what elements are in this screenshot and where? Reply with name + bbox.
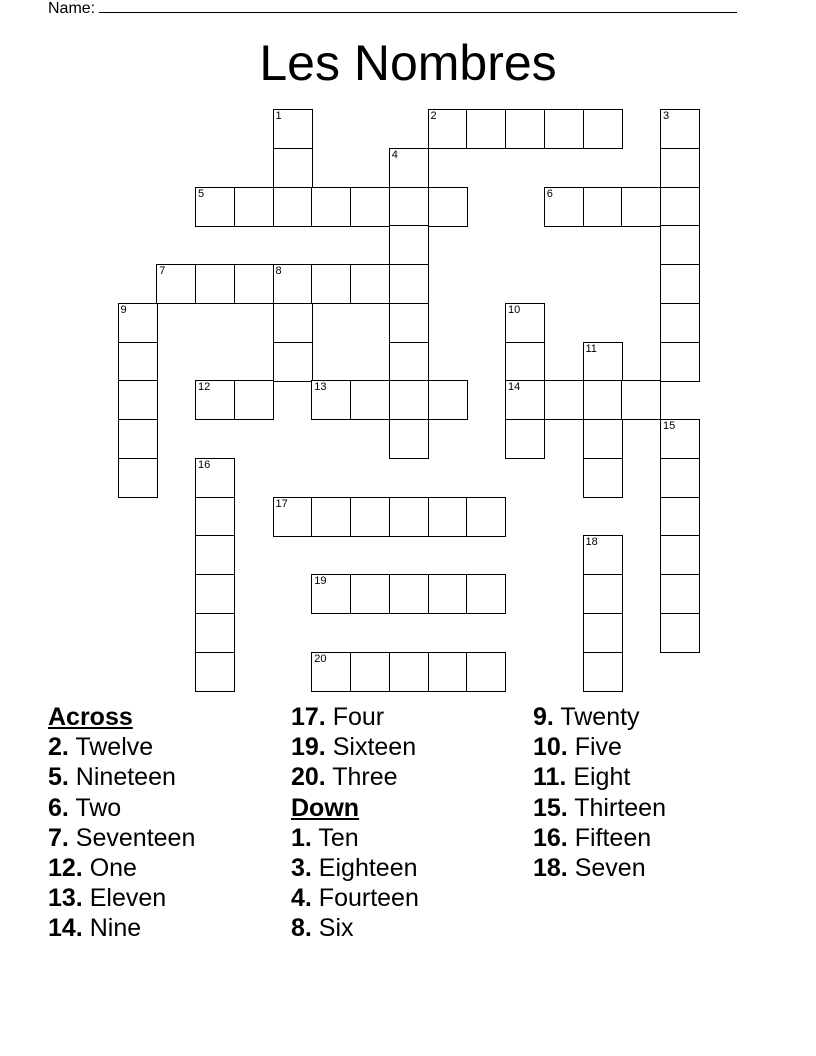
clue-number: 16.	[533, 823, 568, 852]
clue-text: Two	[68, 793, 122, 822]
grid-cell[interactable]	[583, 380, 623, 420]
grid-cell[interactable]	[389, 497, 429, 537]
down-clue	[533, 702, 666, 732]
grid-cell[interactable]	[583, 652, 623, 692]
clue-number: 12.	[48, 854, 83, 883]
name-label: Name:	[48, 0, 96, 17]
clue-number: 9.	[533, 703, 554, 731]
across-clue	[48, 762, 195, 792]
grid-cell[interactable]	[350, 497, 390, 537]
down-clue	[291, 853, 419, 883]
grid-cell[interactable]	[428, 497, 468, 537]
grid-cell[interactable]	[195, 458, 235, 498]
down-heading: Down	[291, 793, 360, 822]
grid-cell[interactable]	[660, 264, 700, 304]
down-clue-list-continued	[533, 702, 666, 883]
grid-cell[interactable]	[118, 458, 158, 498]
clue-number: 3.	[291, 854, 312, 883]
down-clue	[291, 823, 419, 853]
clue-number: 5.	[48, 763, 69, 792]
grid-cell[interactable]	[118, 419, 158, 459]
grid-cell[interactable]	[273, 187, 313, 227]
clue-text: Six	[311, 914, 354, 943]
grid-cell[interactable]	[350, 264, 390, 304]
down-clue	[533, 762, 666, 792]
grid-cell[interactable]	[583, 419, 623, 459]
grid-cell[interactable]	[505, 303, 545, 343]
grid-cell[interactable]	[350, 652, 390, 692]
cell-number: 2	[430, 110, 437, 122]
grid-cell[interactable]	[466, 109, 506, 149]
down-clue	[533, 732, 666, 762]
across-clue-list-continued	[291, 702, 419, 793]
grid-cell[interactable]	[311, 264, 351, 304]
cell-number: 4	[391, 148, 398, 161]
grid-cell[interactable]	[195, 497, 235, 537]
grid-cell[interactable]	[195, 535, 235, 575]
grid-cell[interactable]	[583, 574, 623, 614]
name-field	[48, 0, 737, 18]
grid-cell[interactable]	[156, 264, 196, 304]
grid-cell[interactable]	[389, 380, 429, 420]
across-clue	[291, 732, 419, 762]
grid-cell[interactable]	[660, 225, 700, 265]
across-heading: Across	[48, 703, 133, 731]
clue-text: Three	[325, 763, 398, 792]
cell-number: 19	[314, 575, 327, 587]
grid-cell[interactable]	[428, 187, 468, 227]
clue-text: Seventeen	[68, 823, 196, 852]
clue-number: 11.	[533, 763, 567, 792]
grid-cell[interactable]	[273, 303, 313, 343]
grid-cell[interactable]	[195, 380, 235, 420]
clue-number: 14.	[48, 914, 83, 943]
clue-text: Thirteen	[567, 793, 666, 822]
grid-cell[interactable]	[273, 148, 313, 188]
grid-cell[interactable]	[389, 225, 429, 265]
grid-cell[interactable]	[195, 574, 235, 614]
clue-number: 10.	[533, 733, 568, 762]
grid-cell[interactable]	[350, 380, 390, 420]
clue-text: Twelve	[68, 733, 154, 762]
grid-cell[interactable]	[583, 458, 623, 498]
grid-cell[interactable]	[389, 574, 429, 614]
grid-cell[interactable]	[428, 574, 468, 614]
across-clue	[48, 732, 195, 762]
grid-cell[interactable]	[660, 187, 700, 227]
grid-cell[interactable]	[234, 264, 274, 304]
clue-number: 20.	[291, 763, 326, 792]
cell-number: 14	[508, 381, 521, 394]
clue-number: 18.	[533, 854, 568, 883]
grid-cell[interactable]	[428, 652, 468, 692]
clue-number: 7.	[48, 823, 69, 852]
down-clue	[533, 793, 666, 823]
grid-cell[interactable]	[350, 187, 390, 227]
clue-number: 6.	[48, 793, 69, 822]
grid-cell[interactable]	[660, 613, 700, 653]
clue-text: Fourteen	[311, 884, 419, 913]
grid-cell[interactable]	[544, 187, 584, 227]
grid-cell[interactable]	[428, 380, 468, 420]
grid-cell[interactable]	[621, 187, 661, 227]
grid-cell[interactable]	[583, 613, 623, 653]
grid-cell[interactable]	[505, 342, 545, 382]
grid-cell[interactable]	[389, 342, 429, 382]
grid-cell[interactable]	[660, 574, 700, 614]
grid-cell[interactable]	[195, 264, 235, 304]
grid-cell[interactable]	[505, 109, 545, 149]
down-clue	[533, 853, 666, 883]
clues-column-2	[291, 702, 419, 944]
grid-cell[interactable]	[273, 497, 313, 537]
grid-cell[interactable]	[311, 187, 351, 227]
grid-cell[interactable]	[660, 342, 700, 382]
cell-number: 7	[159, 265, 166, 277]
grid-cell[interactable]	[466, 574, 506, 614]
clue-number: 2.	[48, 733, 69, 762]
cell-number: 15	[663, 420, 676, 432]
grid-cell[interactable]	[389, 652, 429, 692]
clue-number: 4.	[291, 884, 312, 913]
grid-cell[interactable]	[621, 380, 661, 420]
grid-cell[interactable]	[660, 419, 700, 459]
clue-text: Four	[325, 703, 385, 731]
grid-cell[interactable]	[544, 380, 584, 420]
grid-cell[interactable]	[466, 652, 506, 692]
page-title: Les Nombres	[259, 35, 557, 91]
grid-cell[interactable]	[273, 109, 313, 149]
down-clue	[291, 883, 419, 913]
cell-number: 1	[275, 110, 282, 122]
clue-number: 13.	[48, 884, 83, 913]
across-clue	[48, 853, 195, 883]
grid-cell[interactable]	[118, 380, 158, 420]
clue-text: Eighteen	[311, 854, 418, 883]
cell-number: 11	[585, 342, 597, 355]
cell-number: 20	[314, 652, 327, 665]
grid-cell[interactable]	[118, 303, 158, 343]
grid-cell[interactable]	[583, 109, 623, 149]
grid-cell[interactable]	[583, 535, 623, 575]
cell-number: 9	[120, 303, 127, 316]
clue-text: Ten	[311, 823, 359, 852]
cell-number: 18	[585, 536, 598, 549]
cell-number: 17	[275, 497, 288, 510]
grid-cell[interactable]	[544, 109, 584, 149]
cell-number: 10	[508, 303, 521, 316]
grid-cell[interactable]	[505, 419, 545, 459]
grid-cell[interactable]	[195, 652, 235, 692]
grid-cell[interactable]	[505, 380, 545, 420]
clue-text: Sixteen	[325, 733, 417, 762]
grid-cell[interactable]	[583, 342, 623, 382]
grid-cell[interactable]	[195, 187, 235, 227]
clue-text: Nine	[82, 914, 142, 943]
across-clue-list	[48, 732, 195, 943]
down-clue-list	[291, 823, 419, 944]
grid-cell[interactable]	[389, 303, 429, 343]
grid-cell[interactable]	[273, 342, 313, 382]
cell-number: 8	[275, 265, 282, 277]
down-clue	[533, 823, 666, 853]
grid-cell[interactable]	[118, 342, 158, 382]
grid-cell[interactable]	[389, 419, 429, 459]
grid-cell[interactable]	[660, 303, 700, 343]
down-clue	[291, 913, 419, 943]
clues-column-3	[533, 702, 666, 883]
clue-text: Eight	[566, 763, 631, 792]
grid-cell[interactable]	[234, 380, 274, 420]
clue-text: Fifteen	[567, 823, 652, 852]
across-clue	[48, 883, 195, 913]
clue-text: Seven	[567, 854, 646, 883]
cell-number: 16	[198, 458, 211, 471]
clue-number: 8.	[291, 914, 312, 943]
cell-number: 12	[198, 381, 211, 394]
grid-cell[interactable]	[311, 652, 351, 692]
grid-cell[interactable]	[389, 187, 429, 227]
clue-text: Five	[567, 733, 622, 762]
grid-cell[interactable]	[350, 574, 390, 614]
grid-cell[interactable]	[466, 497, 506, 537]
grid-cell[interactable]	[311, 497, 351, 537]
cell-number: 5	[198, 187, 205, 200]
grid-cell[interactable]	[583, 187, 623, 227]
grid-cell[interactable]	[389, 148, 429, 188]
grid-cell[interactable]	[428, 109, 468, 149]
clue-text: Nineteen	[68, 763, 176, 792]
cell-number: 6	[546, 187, 553, 200]
grid-cell[interactable]	[234, 187, 274, 227]
clue-number: 15.	[533, 793, 568, 822]
cell-number: 3	[663, 110, 670, 122]
clue-text: Eleven	[82, 884, 167, 913]
across-clue	[291, 702, 419, 732]
grid-cell[interactable]	[660, 148, 700, 188]
grid-cell[interactable]	[273, 264, 313, 304]
grid-cell[interactable]	[660, 535, 700, 575]
grid-cell[interactable]	[311, 574, 351, 614]
name-blank-line[interactable]	[99, 0, 737, 13]
grid-cell[interactable]	[660, 458, 700, 498]
grid-cell[interactable]	[311, 380, 351, 420]
across-clue	[48, 913, 195, 943]
across-clue	[291, 762, 419, 792]
across-clue	[48, 823, 195, 853]
clue-number: 17.	[291, 703, 326, 731]
clue-text: Twenty	[553, 703, 640, 731]
across-clue	[48, 793, 195, 823]
cell-number: 13	[314, 381, 327, 394]
clue-text: One	[82, 854, 137, 883]
grid-cell[interactable]	[389, 264, 429, 304]
grid-cell[interactable]	[660, 497, 700, 537]
grid-cell[interactable]	[660, 109, 700, 149]
grid-cell[interactable]	[195, 613, 235, 653]
clues-column-1	[48, 702, 195, 944]
clue-number: 1.	[291, 823, 312, 852]
clue-number: 19.	[291, 733, 326, 762]
